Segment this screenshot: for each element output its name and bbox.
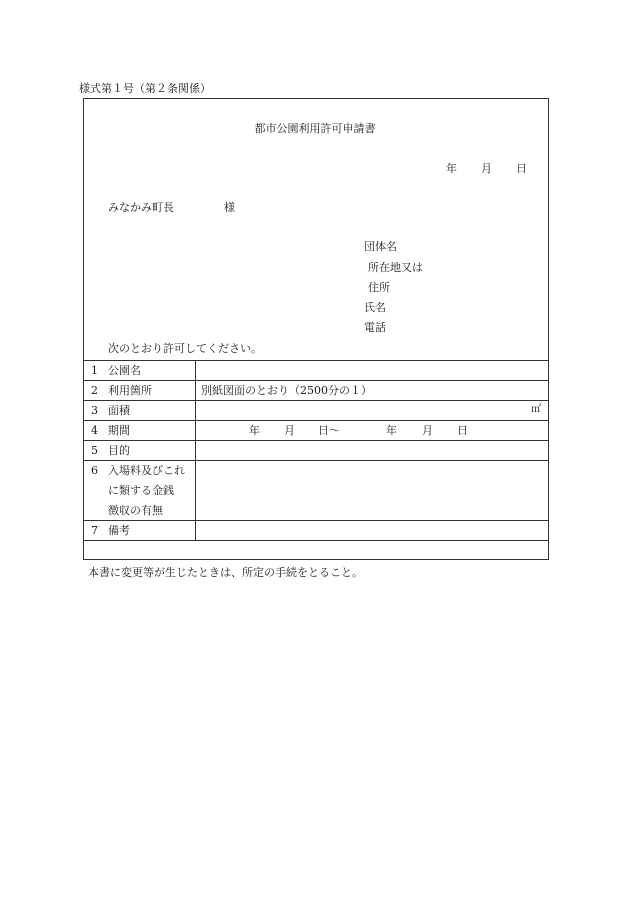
table-row-divider (83, 520, 549, 521)
admission-fee-label-line1: 入場料及びこれ (108, 464, 185, 477)
park-name-label: 公園名 (108, 364, 141, 377)
table-row-divider (83, 400, 549, 401)
applicant-address-label-line2: 住所 (368, 281, 390, 294)
period-start-month: 月 (284, 424, 295, 437)
table-row-divider (83, 440, 549, 441)
table-row-number: 7 (91, 524, 98, 537)
table-row-number: 1 (91, 364, 98, 377)
date-month-label: 月 (481, 162, 492, 175)
admission-fee-label-line2: に類する金銭 (108, 484, 174, 497)
period-end-day: 日 (457, 424, 468, 437)
table-row-divider (83, 380, 549, 381)
table-row-number: 6 (91, 464, 98, 477)
date-year-label: 年 (446, 162, 457, 175)
table-row-divider (83, 420, 549, 421)
remarks-label: 備考 (108, 524, 130, 537)
usage-location-label: 利用箇所 (108, 384, 152, 397)
table-row-number: 2 (91, 384, 98, 397)
period-end-year: 年 (386, 424, 397, 437)
table-row-number: 4 (91, 424, 98, 437)
request-statement: 次のとおり許可してください。 (108, 342, 262, 355)
area-label: 面積 (108, 404, 130, 417)
footnote: 本書に変更等が生じたときは、所定の手続をとること。 (88, 566, 363, 579)
area-unit: ㎡ (531, 404, 541, 415)
table-bottom-rule (83, 540, 549, 541)
table-column-divider (195, 360, 196, 540)
table-top-rule (83, 360, 549, 361)
form-number-caption: 様式第１号（第２条関係） (79, 82, 211, 95)
addressee: みなかみ町長 (108, 201, 174, 214)
applicant-address-label-line1: 所在地又は (368, 261, 423, 274)
table-row-divider (83, 460, 549, 461)
period-end-month: 月 (422, 424, 433, 437)
period-start-day: 日～ (318, 424, 340, 437)
purpose-label: 目的 (108, 444, 130, 457)
period-label: 期間 (108, 424, 130, 437)
period-start-year: 年 (249, 424, 260, 437)
applicant-name-label: 氏名 (364, 301, 386, 314)
document-title: 都市公園利用許可申請書 (254, 122, 376, 135)
admission-fee-label-line3: 徴収の有無 (108, 504, 163, 517)
usage-location-value: 別紙図面のとおり（2500分の１） (201, 384, 372, 397)
date-day-label: 日 (516, 162, 527, 175)
honorific: 様 (224, 201, 235, 214)
table-row-number: 5 (91, 444, 98, 457)
applicant-group-name-label: 団体名 (364, 240, 397, 253)
table-row-number: 3 (91, 404, 98, 417)
applicant-phone-label: 電話 (364, 321, 386, 334)
